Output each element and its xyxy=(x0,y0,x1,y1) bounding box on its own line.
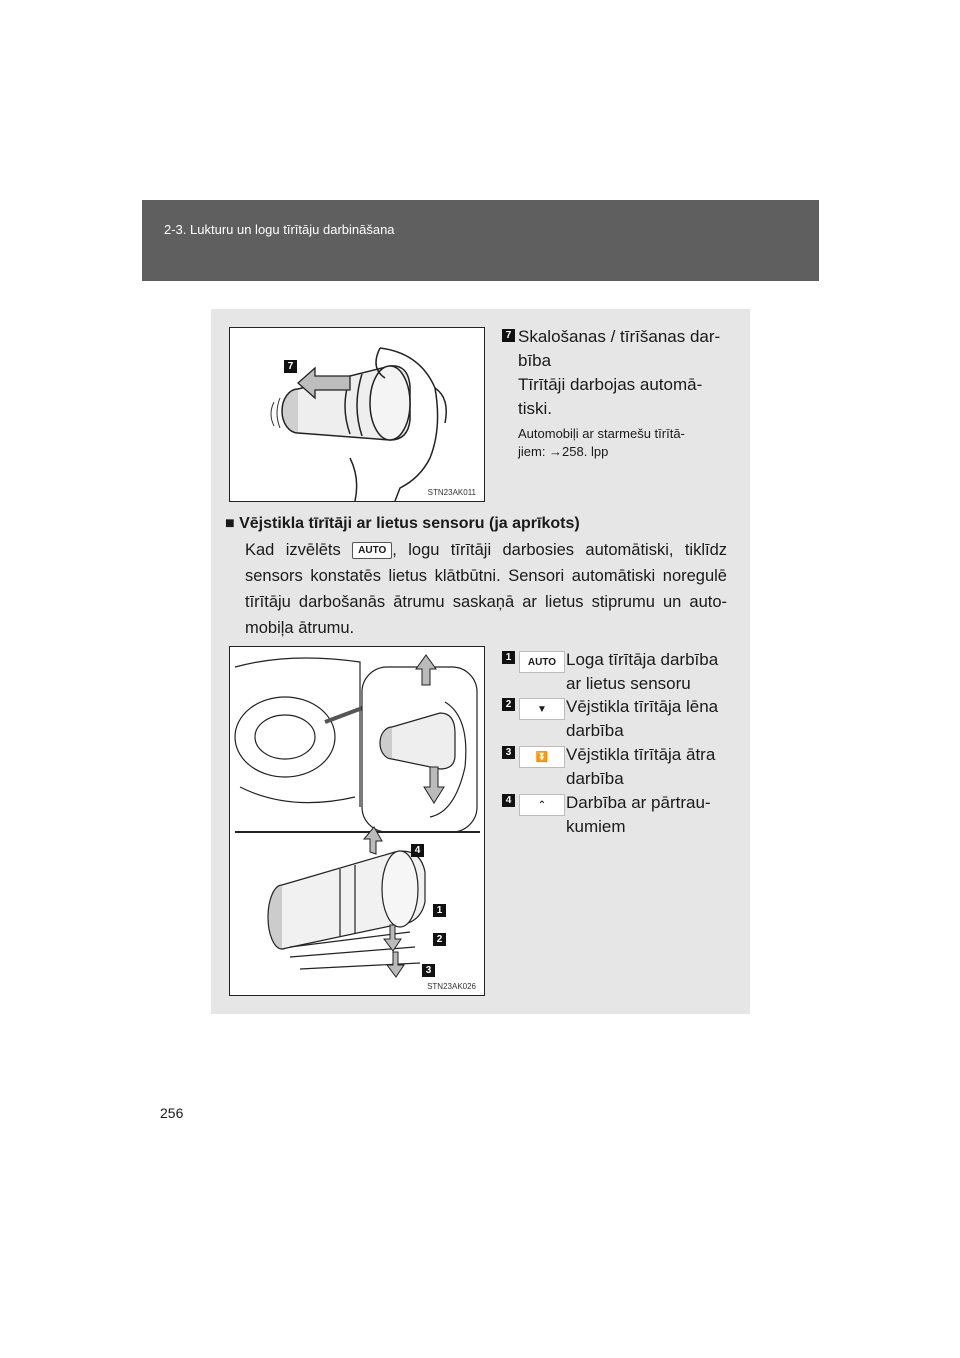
auto-mode-icon: AUTO xyxy=(519,651,565,673)
legend-text-4-line1: Darbība ar pārtrau- xyxy=(566,793,711,812)
section-paragraph xyxy=(245,537,727,641)
item-7-line4: tiski. xyxy=(518,399,552,418)
figure-callout-badge: 7 xyxy=(284,360,297,373)
legend-text-4-line2: kumiem xyxy=(566,817,626,836)
item-7-note-line1: Automobiļi ar starmešu tīrītā- xyxy=(518,426,685,441)
legend-text-3-line1: Vējstikla tīrītāja ātra xyxy=(566,745,716,764)
section-header-bar xyxy=(142,200,819,281)
figure-code: STN23AK026 xyxy=(427,982,476,991)
paragraph-text-after: , logu tīrītāji darbosies automātiski, tiklīdz sensors konstatēs lietus klātbūtni. Sensori automātiski noregulē tīrītāju darbošanās ātrumu saskaņā ar lietus stiprumu un auto-mobiļa ātrumu. xyxy=(245,541,728,637)
legend-row-2 xyxy=(502,698,565,720)
figure-badge-2: 2 xyxy=(433,933,446,946)
auto-symbol: AUTO xyxy=(352,542,392,559)
legend-row-4 xyxy=(502,794,565,816)
item-7-line3: Tīrītāji darbojas automā- xyxy=(518,375,703,394)
figure-code: STN23AK011 xyxy=(427,488,476,497)
legend-row-1 xyxy=(502,651,565,673)
section-header-title: 2-3. Lukturu un logu tīrītāju darbināšana xyxy=(164,222,395,237)
wiper-lever-drawing xyxy=(230,328,484,501)
legend-badge: 4 xyxy=(502,794,515,807)
paragraph-text-before: Kad izvēlēts xyxy=(245,541,353,559)
legend-row-3 xyxy=(502,746,565,768)
legend-badge: 1 xyxy=(502,651,515,664)
legend-badge: 3 xyxy=(502,746,515,759)
figure-badge-3: 3 xyxy=(422,964,435,977)
legend-text-2-line1: Vējstikla tīrītāja lēna xyxy=(566,697,719,716)
rain-sensor-wiper-illustration xyxy=(229,646,485,996)
legend-badge: 2 xyxy=(502,698,515,711)
legend-text-1-line1: Loga tīrītāja darbība xyxy=(566,650,719,669)
figure-badge-1: 1 xyxy=(433,904,446,917)
wiper-washer-illustration xyxy=(229,327,485,502)
item-7-note-line2: jiem: →258. lpp xyxy=(518,444,609,459)
item-7-line2: bība xyxy=(518,351,552,370)
section-heading: ■ Vējstikla tīrītāji ar lietus sensoru (ja aprīkots) xyxy=(225,515,580,532)
legend-text-2-line2: darbība xyxy=(566,721,624,740)
intermittent-icon: ⌃ xyxy=(519,794,565,816)
legend-text-1-line2: ar lietus sensoru xyxy=(566,674,691,693)
item-7-badge: 7 xyxy=(502,329,515,342)
item-7-line1: Skalošanas / tīrīšanas dar- xyxy=(518,327,721,346)
low-speed-icon: ▼ xyxy=(519,698,565,720)
figure-badge-4: 4 xyxy=(411,844,424,857)
legend-text-3-line2: darbība xyxy=(566,769,624,788)
page-number: 256 xyxy=(160,1105,184,1121)
high-speed-icon: ⏬ xyxy=(519,746,565,768)
